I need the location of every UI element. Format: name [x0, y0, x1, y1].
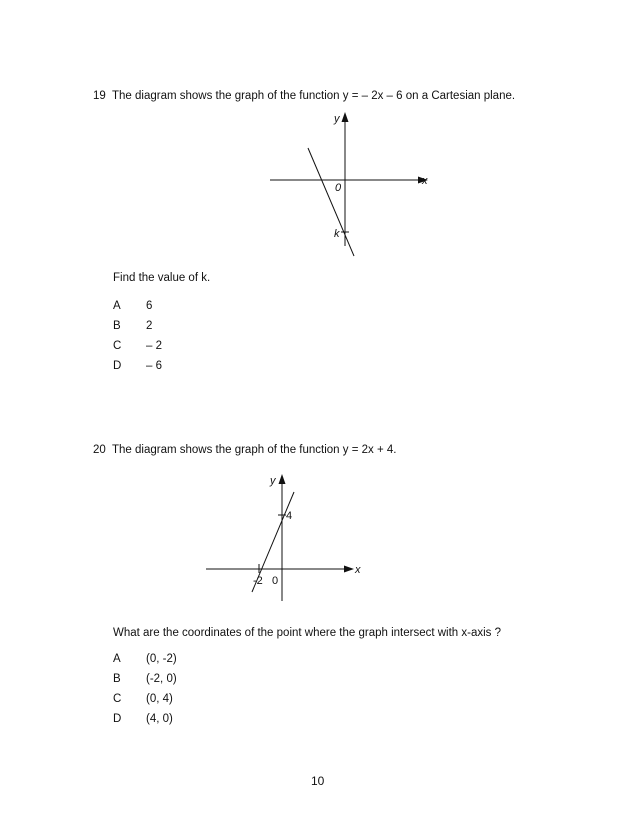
x-axis-label: x: [422, 175, 428, 187]
question-19-stem: [93, 90, 515, 102]
option-d[interactable]: [113, 713, 173, 725]
option-text: 6: [146, 300, 153, 312]
option-a[interactable]: [113, 300, 152, 312]
origin-label: 0: [335, 182, 342, 194]
q19-graph: [260, 108, 460, 258]
function-expression: y = 2x + 4: [342, 444, 394, 456]
question-number: 20: [93, 444, 106, 456]
option-text: (-2, 0): [146, 673, 177, 685]
function-expression: y = – 2x – 6: [342, 90, 403, 102]
option-letter: A: [113, 653, 121, 665]
x-axis-arrow: [344, 566, 354, 573]
y-axis-label: y: [334, 113, 340, 125]
option-d[interactable]: [113, 360, 162, 372]
option-text: – 6: [146, 360, 162, 372]
origin-label: 0: [272, 575, 279, 587]
stem-text-end: .: [393, 444, 397, 456]
question-20-stem: [93, 444, 396, 456]
stem-text: The diagram shows the graph of the function: [111, 90, 343, 102]
option-a[interactable]: [113, 653, 177, 665]
option-text: 2: [146, 320, 153, 332]
option-b[interactable]: [113, 320, 152, 332]
page-number: 10: [311, 774, 325, 788]
x-axis-label: x: [355, 564, 361, 576]
option-text: (0, 4): [146, 693, 173, 705]
question-number: 19: [93, 90, 106, 102]
y-axis-arrow: [342, 112, 349, 122]
question-19-prompt: Find the value of k.: [113, 272, 211, 284]
option-letter: A: [113, 300, 121, 312]
function-line: [308, 148, 354, 256]
option-letter: C: [113, 340, 122, 352]
stem-text-end: on a Cartesian plane.: [402, 90, 516, 102]
option-letter: D: [113, 713, 122, 725]
y-axis-arrow: [279, 474, 286, 484]
x-intercept-label: -2: [253, 575, 263, 587]
question-20-prompt: What are the coordinates of the point where the graph intersect with x-axis ?: [113, 627, 502, 639]
option-c[interactable]: [113, 693, 173, 705]
y-intercept-label: 4: [286, 510, 293, 522]
option-b[interactable]: [113, 673, 177, 685]
option-letter: D: [113, 360, 122, 372]
stem-text: The diagram shows the graph of the function: [111, 444, 343, 456]
y-axis-label: y: [270, 475, 276, 487]
k-label: k: [334, 228, 340, 240]
option-letter: B: [113, 320, 121, 332]
option-letter: C: [113, 693, 122, 705]
q20-graph: [200, 468, 380, 608]
option-text: – 2: [146, 340, 162, 352]
option-text: (0, -2): [146, 653, 177, 665]
option-letter: B: [113, 673, 121, 685]
option-text: (4, 0): [146, 713, 173, 725]
option-c[interactable]: [113, 340, 162, 352]
